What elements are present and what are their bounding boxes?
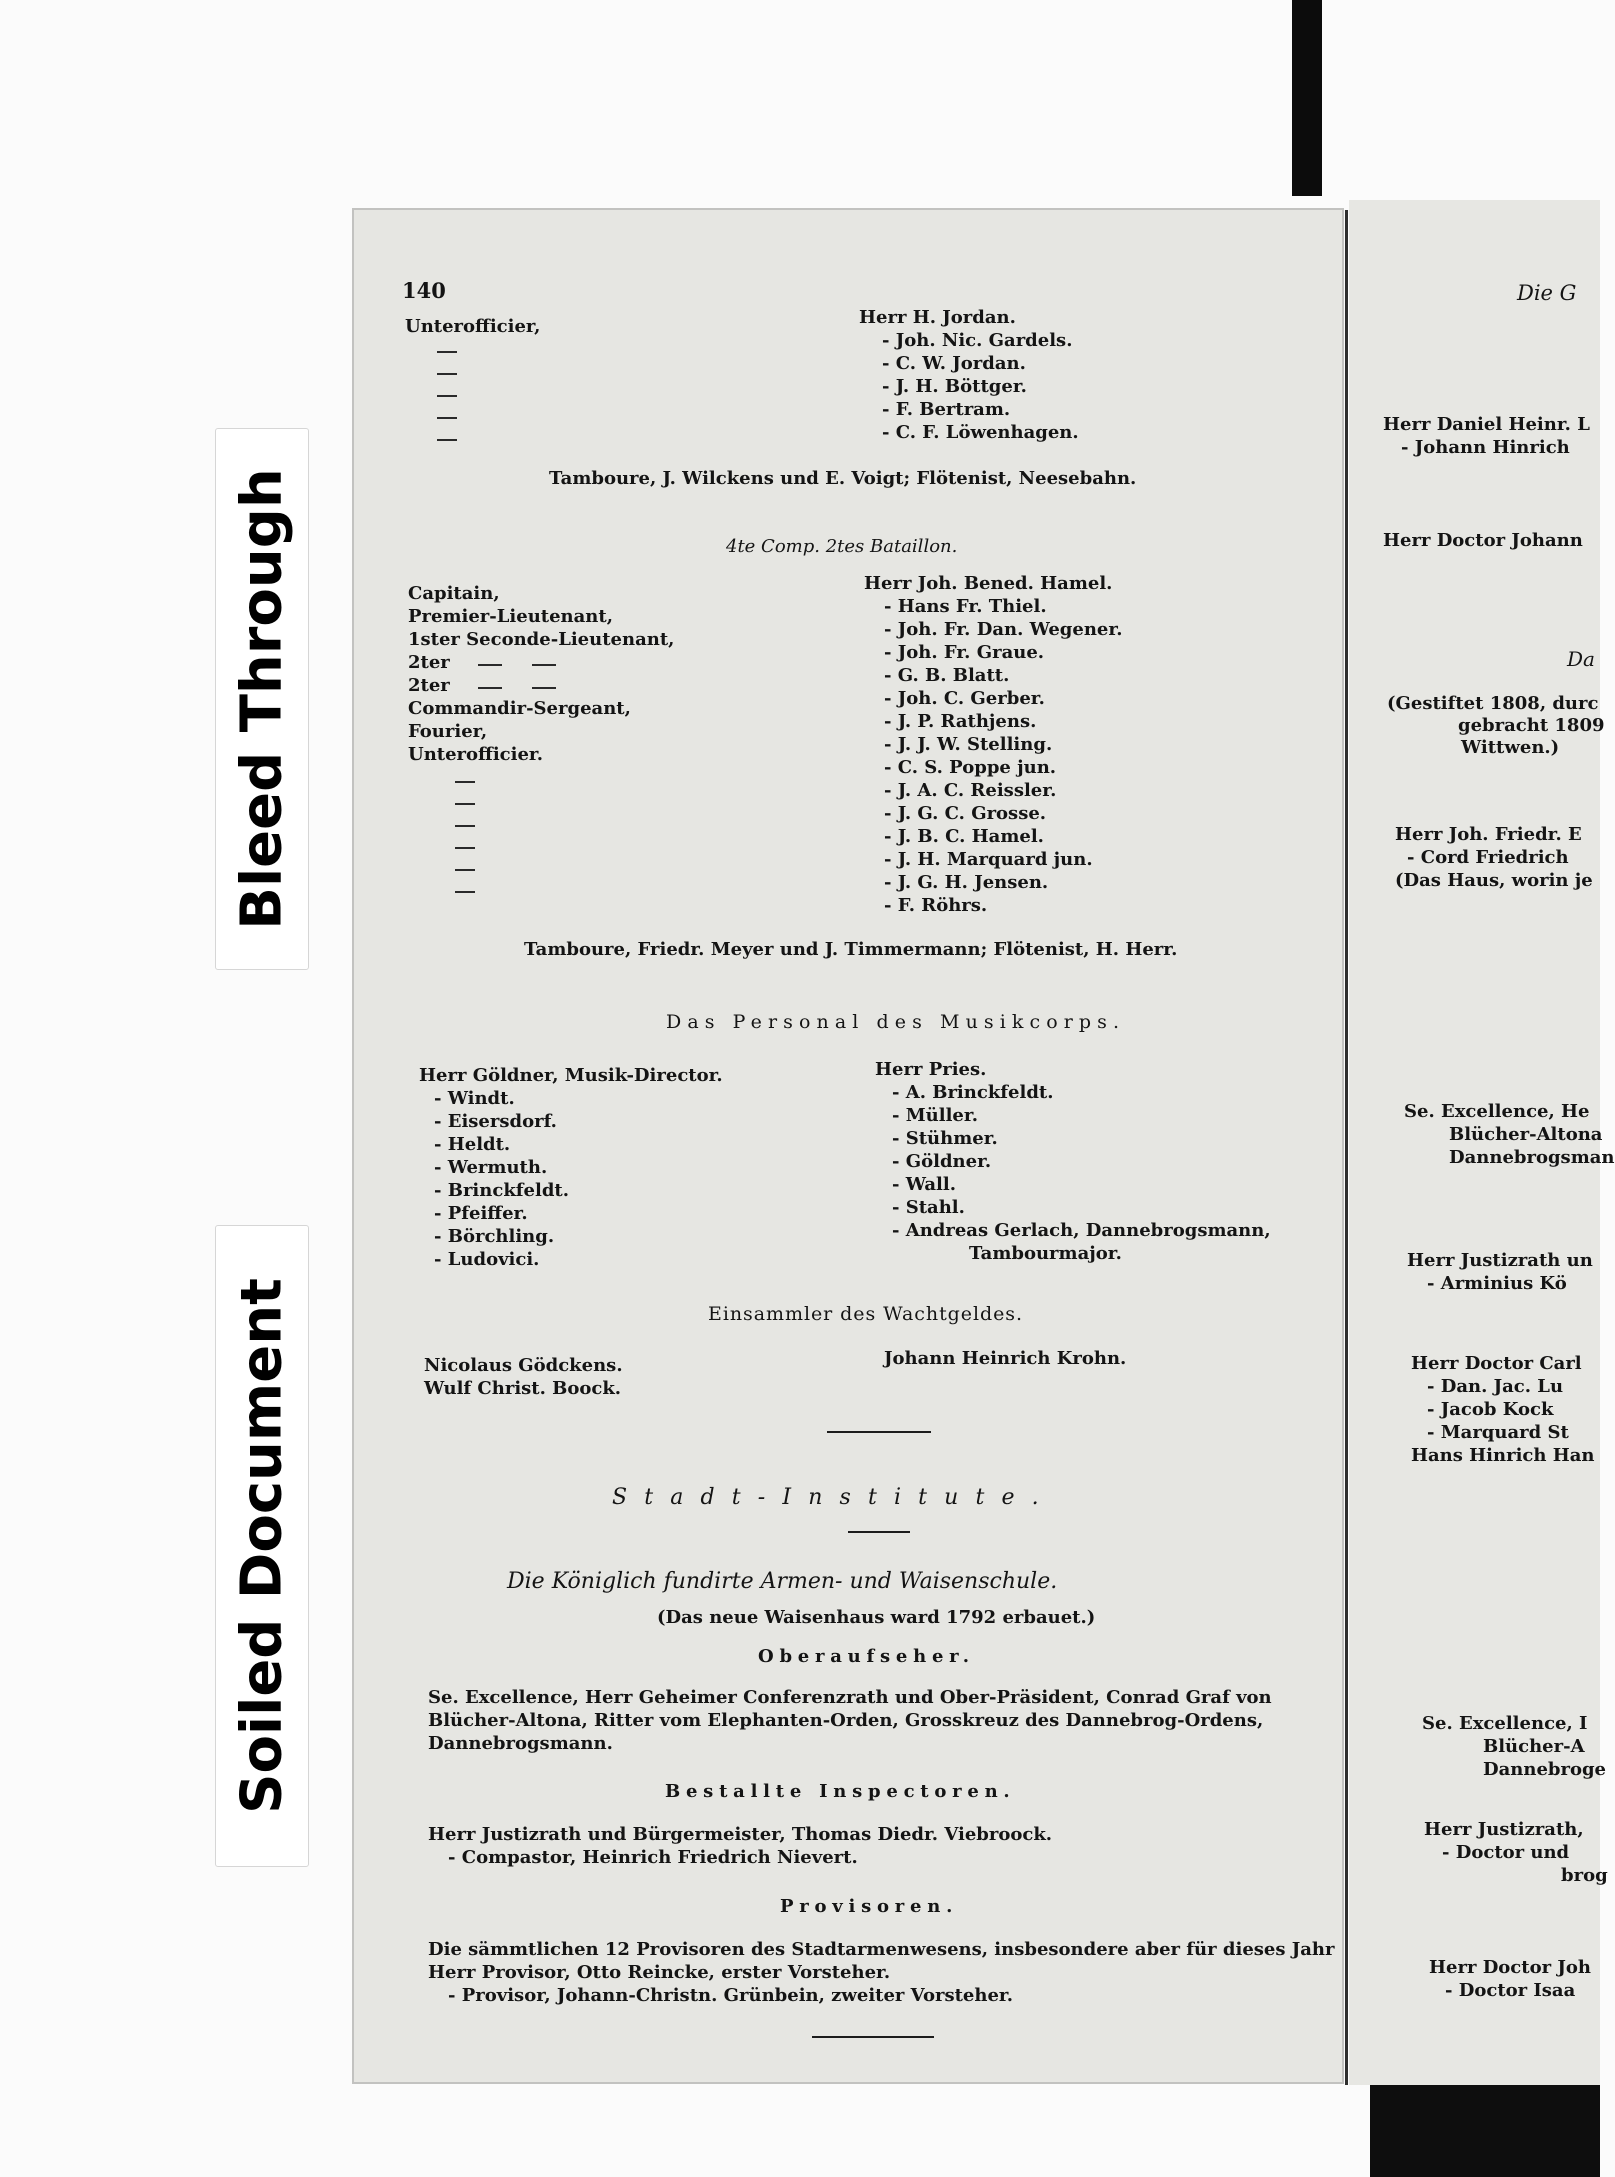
- text-line: Die sämmtlichen 12 Provisoren des Stadtarmenwesens, insbesondere aber für dieses Jahr: [428, 1939, 1335, 1960]
- collector-name: Wulf Christ. Boock.: [424, 1378, 622, 1399]
- text-line: Herr Doctor Johann: [1383, 530, 1583, 551]
- musician-name: - Ludovici.: [434, 1249, 540, 1270]
- bleed-through-label: Bleed Through: [215, 428, 309, 970]
- musician-name: Herr Pries.: [875, 1059, 987, 1080]
- text-line: Herr Justizrath un: [1407, 1250, 1593, 1271]
- section-title: Stadt-Institute.: [612, 1485, 1056, 1510]
- ditto-mark: [455, 847, 475, 849]
- musician-name: Herr Göldner, Musik-Director.: [419, 1065, 723, 1086]
- member-name: - J. G. C. Grosse.: [884, 803, 1047, 824]
- text-line: Herr Joh. Friedr. E: [1395, 824, 1582, 845]
- member-name: - J. H. Böttger.: [882, 376, 1027, 397]
- musician-name: - Brinckfeldt.: [434, 1180, 569, 1201]
- text-line: Dannebroge: [1483, 1759, 1607, 1780]
- musician-name: - Stahl.: [892, 1197, 965, 1218]
- page-heading: Die G: [1517, 281, 1577, 305]
- section-divider: [827, 1431, 931, 1433]
- section-divider: [848, 1531, 910, 1533]
- member-name: - F. Röhrs.: [884, 895, 988, 916]
- musician-name: - Pfeiffer.: [434, 1203, 528, 1224]
- text-line: - Provisor, Johann-Christn. Grünbein, zweiter Vorsteher.: [448, 1985, 1014, 2006]
- rank-label: Premier-Lieutenant,: [408, 606, 613, 627]
- page-gutter: [1345, 210, 1348, 2085]
- rank-label: 2ter: [408, 675, 450, 696]
- ditto-mark: [437, 417, 457, 419]
- musician-name: - Eisersdorf.: [434, 1111, 557, 1132]
- soiled-document-label: Soiled Document: [215, 1225, 309, 1867]
- collector-name: Nicolaus Gödckens.: [424, 1355, 623, 1376]
- member-name: - J. B. C. Hamel.: [884, 826, 1044, 847]
- text-line: - Arminius Kö: [1427, 1273, 1567, 1294]
- member-name: - J. J. W. Stelling.: [884, 734, 1053, 755]
- text-line: Herr Doctor Carl: [1411, 1353, 1582, 1374]
- text-line: Blücher-Altona, Ritter vom Elephanten-Orden, Grosskreuz des Dannebrog-Ordens,: [428, 1710, 1264, 1731]
- text-line: Dannebrogsmann.: [428, 1733, 613, 1754]
- ditto-mark: [437, 395, 457, 397]
- ditto-mark: [455, 781, 475, 783]
- musician-name: - Stühmer.: [892, 1128, 998, 1149]
- text-line: Herr Provisor, Otto Reincke, erster Vorsteher.: [428, 1962, 891, 1983]
- ditto-mark: [478, 664, 502, 666]
- ditto-mark: [437, 373, 457, 375]
- scan-background-corner: [1370, 2085, 1600, 2177]
- text-line: Se. Excellence, Herr Geheimer Conferenzrath und Ober-Präsident, Conrad Graf von: [428, 1687, 1272, 1708]
- text-line: - Doctor und: [1442, 1842, 1570, 1863]
- musician-name: - Andreas Gerlach, Dannebrogsmann,: [892, 1220, 1271, 1241]
- musician-name: - Müller.: [892, 1105, 978, 1126]
- ditto-mark: [455, 869, 475, 871]
- ditto-mark: [455, 891, 475, 893]
- member-name: - C. F. Löwenhagen.: [882, 422, 1079, 443]
- member-name: - C. S. Poppe jun.: [884, 757, 1057, 778]
- subsection-heading: Oberaufseher.: [758, 1646, 975, 1667]
- text-line: Herr Doctor Joh: [1429, 1957, 1591, 1978]
- musician-name: - Börchling.: [434, 1226, 555, 1247]
- text-line: (Das Haus, worin je: [1395, 870, 1593, 891]
- section-heading: Das Personal des Musikcorps.: [666, 1011, 1126, 1033]
- text-line: Se. Excellence, He: [1404, 1101, 1590, 1122]
- musician-name: - Heldt.: [434, 1134, 511, 1155]
- musician-name: - Wermuth.: [434, 1157, 548, 1178]
- subsection-heading: Provisoren.: [780, 1896, 959, 1917]
- section-heading: Da: [1567, 647, 1595, 671]
- text-line: - Dan. Jac. Lu: [1427, 1376, 1564, 1397]
- rank-label: Capitain,: [408, 583, 500, 604]
- member-name: - Joh. C. Gerber.: [884, 688, 1045, 709]
- text-line: Herr Justizrath und Bürgermeister, Thomas Diedr. Viebroock.: [428, 1824, 1053, 1845]
- member-name: Herr Joh. Bened. Hamel.: [864, 573, 1113, 594]
- text-line: Blücher-A: [1483, 1736, 1585, 1757]
- text-line: (Gestiftet 1808, durc: [1387, 693, 1599, 714]
- musician-name: - Göldner.: [892, 1151, 992, 1172]
- member-name: - G. B. Blatt.: [884, 665, 1010, 686]
- musician-role: Tambourmajor.: [969, 1243, 1122, 1264]
- page-number: 140: [402, 278, 446, 303]
- ditto-mark: [478, 687, 502, 689]
- rank-label: Unterofficier,: [405, 316, 541, 337]
- ditto-mark: [455, 803, 475, 805]
- text-line: Herr Justizrath,: [1424, 1819, 1584, 1840]
- rank-label: Unterofficier.: [408, 744, 543, 765]
- musician-name: - Windt.: [434, 1088, 515, 1109]
- member-name: - Joh. Fr. Graue.: [884, 642, 1045, 663]
- institute-title: Die Königlich fundirte Armen- und Waisenschule.: [507, 1569, 1058, 1594]
- ditto-mark: [532, 664, 556, 666]
- subsection-heading: Bestallte Inspectoren.: [665, 1781, 1016, 1802]
- text-line: Se. Excellence, I: [1422, 1713, 1588, 1734]
- text-line: brog: [1561, 1865, 1608, 1886]
- section-heading: Einsammler des Wachtgeldes.: [708, 1303, 1023, 1325]
- member-name: - Joh. Fr. Dan. Wegener.: [884, 619, 1123, 640]
- member-name: - C. W. Jordan.: [882, 353, 1026, 374]
- member-name: - J. P. Rathjens.: [884, 711, 1037, 732]
- member-name: - Hans Fr. Thiel.: [884, 596, 1047, 617]
- rank-label: Fourier,: [408, 721, 488, 742]
- ditto-mark: [455, 825, 475, 827]
- text-line: Herr Daniel Heinr. L: [1383, 414, 1590, 435]
- left-page: [352, 208, 1344, 2084]
- right-page: [1349, 200, 1615, 2085]
- text-line: Wittwen.): [1461, 737, 1560, 758]
- text-line: Dannebrogsman: [1449, 1147, 1615, 1168]
- text-line: - Johann Hinrich: [1401, 437, 1570, 458]
- section-heading: 4te Comp. 2tes Bataillon.: [726, 536, 958, 557]
- member-name: - J. H. Marquard jun.: [884, 849, 1093, 870]
- scan-background-edge: [1292, 0, 1322, 196]
- member-name: Herr H. Jordan.: [859, 307, 1016, 328]
- member-name: - F. Bertram.: [882, 399, 1011, 420]
- tambour-line: Tamboure, Friedr. Meyer und J. Timmermann; Flötenist, H. Herr.: [524, 939, 1178, 960]
- collector-name: Johann Heinrich Krohn.: [884, 1348, 1127, 1369]
- section-divider: [812, 2036, 934, 2038]
- institute-note: (Das neue Waisenhaus ward 1792 erbauet.): [657, 1607, 1096, 1628]
- member-name: - J. A. C. Reissler.: [884, 780, 1057, 801]
- ditto-mark: [437, 439, 457, 441]
- ditto-mark: [532, 687, 556, 689]
- rank-label: 1ster Seconde-Lieutenant,: [408, 629, 675, 650]
- member-name: - Joh. Nic. Gardels.: [882, 330, 1073, 351]
- text-line: - Cord Friedrich: [1407, 847, 1569, 868]
- text-line: Hans Hinrich Han: [1411, 1445, 1595, 1466]
- text-line: - Marquard St: [1427, 1422, 1569, 1443]
- text-line: Blücher-Altona: [1449, 1124, 1603, 1145]
- rank-label: 2ter: [408, 652, 450, 673]
- text-line: - Compastor, Heinrich Friedrich Nievert.: [448, 1847, 858, 1868]
- text-line: - Jacob Kock: [1427, 1399, 1554, 1420]
- ditto-mark: [437, 351, 457, 353]
- tambour-line: Tamboure, J. Wilckens und E. Voigt; Flötenist, Neesebahn.: [549, 468, 1137, 489]
- text-line: - Doctor Isaa: [1445, 1980, 1576, 2001]
- rank-label: Commandir-Sergeant,: [408, 698, 631, 719]
- text-line: gebracht 1809: [1458, 715, 1605, 736]
- musician-name: - A. Brinckfeldt.: [892, 1082, 1054, 1103]
- musician-name: - Wall.: [892, 1174, 956, 1195]
- member-name: - J. G. H. Jensen.: [884, 872, 1049, 893]
